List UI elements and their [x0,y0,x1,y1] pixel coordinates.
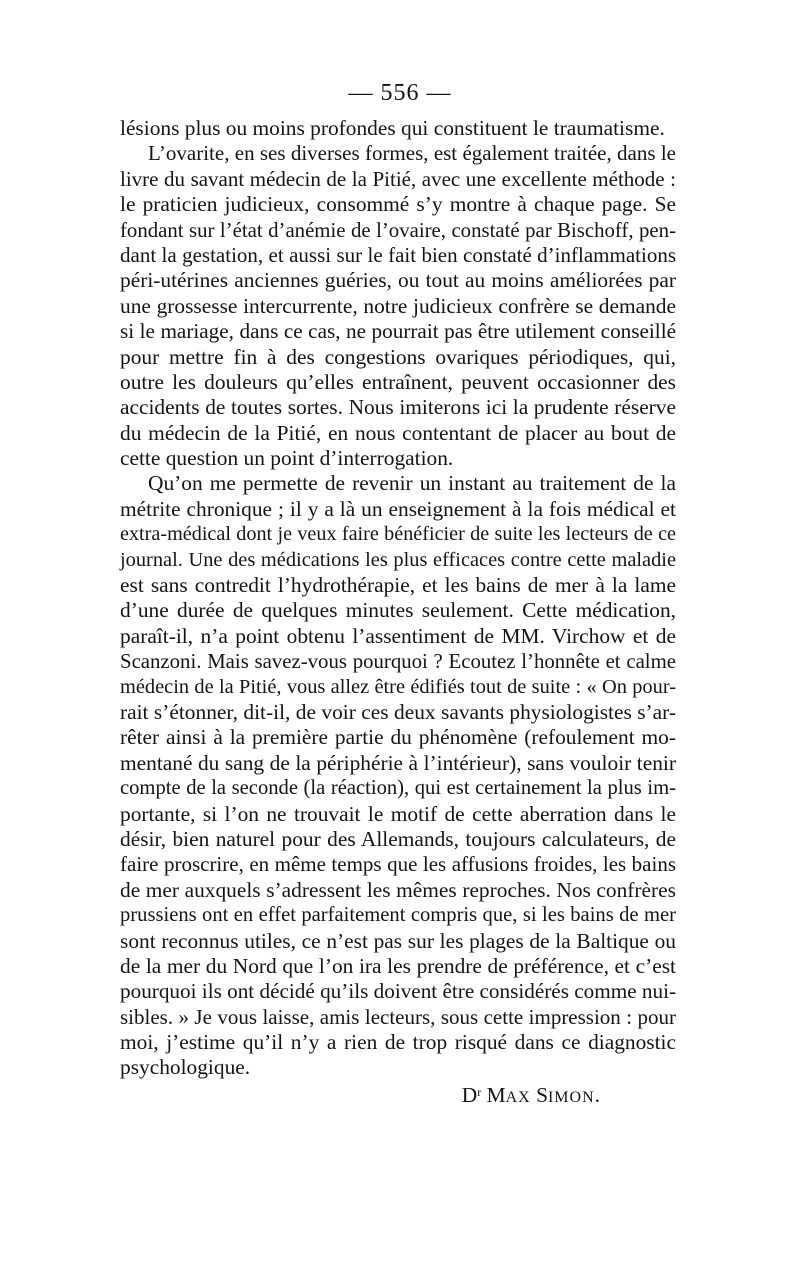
text-line: paraît-il, n’a point obtenu l’assentiment de MM. Virchow et de [120,623,676,648]
text-line: L’ovarite, en ses diverses formes, est également traitée, dans le [148,141,676,166]
text-line: prussiens ont en effet parfaitement compris que, si les bains de mer [120,904,676,927]
text-line: outre les douleurs qu’elles entraînent, peuvent occasionner des [120,369,676,394]
text-line: une grossesse intercurrente, notre judicieux confrère se demande [120,293,676,318]
text-line: médecin de la Pitié, vous allez être édifiés tout de suite : « On pour- [120,675,676,698]
text-line: faire proscrire, en même temps que les affusions froides, les bains [120,852,676,877]
text-line: extra-médical dont je veux faire bénéficier de suite les lecteurs de ce [120,523,676,546]
signature-title-superscript: r [477,1085,482,1099]
text-line: d’une durée de quelques minutes seulement. Cette médication, [120,598,676,623]
text-line: psychologique. [120,1055,251,1080]
text-line: rêter ainsi à la première partie du phénomène (refoulement mo- [120,725,676,750]
text-line: cette question un point d’interrogation. [120,446,454,471]
text-line: métrite chronique ; il y a là un enseignement à la fois médical et [120,496,676,521]
text-line: désir, bien naturel pour des Allemands, toujours calculateurs, de [120,826,676,851]
text-line: compte de la seconde (la réaction), qui est certainement la plus im- [120,777,676,800]
text-line: portante, si l’on ne trouvait le motif de cette aberration dans le [120,801,676,826]
text-line: de la mer du Nord que l’on ira les prendre de préférence, et c’est [120,953,676,978]
text-line: moi, j’estime qu’il n’y a rien de trop risqué dans ce diagnostic [120,1030,676,1055]
text-line: journal. Une des médications les plus efficaces contre cette maladie [120,548,676,571]
author-signature [462,1083,600,1108]
text-line: sibles. » Je vous laisse, amis lecteurs, sous cette impression : pour [120,1004,676,1029]
text-line: livre du savant médecin de la Pitié, avec une excellente méthode : [120,166,676,191]
text-line: accidents de toutes sortes. Nous imiterons ici la prudente réserve [120,395,676,420]
text-line: mentané du sang de la périphérie à l’intérieur), sans vouloir tenir [120,750,676,775]
signature-title: D [461,1083,478,1107]
signature-period: . [594,1083,600,1107]
text-line: dant la gestation, et aussi sur le fait bien constaté d’inflammations [120,242,676,267]
page-number: — 556 — [348,80,452,106]
text-line: est sans contredit l’hydrothérapie, et les bains de mer à la lame [120,573,676,598]
text-line: fondant sur l’état d’anémie de l’ovaire, constaté par Bischoff, pen- [120,218,676,242]
text-line: pourquoi ils ont décidé qu’ils doivent être considérés comme nui- [120,979,677,1004]
text-line: pour mettre fin à des congestions ovariques périodiques, qui, [120,344,676,369]
text-line: de mer auxquels s’adressent les mêmes reproches. Nos confrères [120,877,676,902]
text-line: Qu’on me permette de revenir un instant au traitement de la [148,471,676,496]
text-line: si le mariage, dans ce cas, ne pourrait pas être utilement conseillé [120,319,676,344]
signature-first-initial: M [486,1083,506,1107]
text-line: lésions plus ou moins profondes qui constituent le traumatisme. [120,116,665,140]
text-line: du médecin de la Pitié, en nous contentant de placer au bout de [120,420,676,445]
text-line: le praticien judicieux, consommé s’y montre à chaque page. Se [120,192,676,217]
text-line: Scanzoni. Mais savez-vous pourquoi ? Ecoutez l’honnête et calme [120,650,676,674]
signature-last-rest: IMON [547,1089,595,1106]
text-line: sont reconnus utiles, ce n’est pas sur les plages de la Baltique ou [120,928,676,953]
signature-first-rest: AX [505,1089,531,1106]
signature-last-initial: S [536,1083,548,1107]
body-text [120,116,676,1081]
text-line: péri-utérines anciennes guéries, ou tout au moins améliorées par [120,268,676,293]
text-line: rait s’étonner, dit-il, de voir ces deux savants physiologistes s’ar- [120,699,676,724]
